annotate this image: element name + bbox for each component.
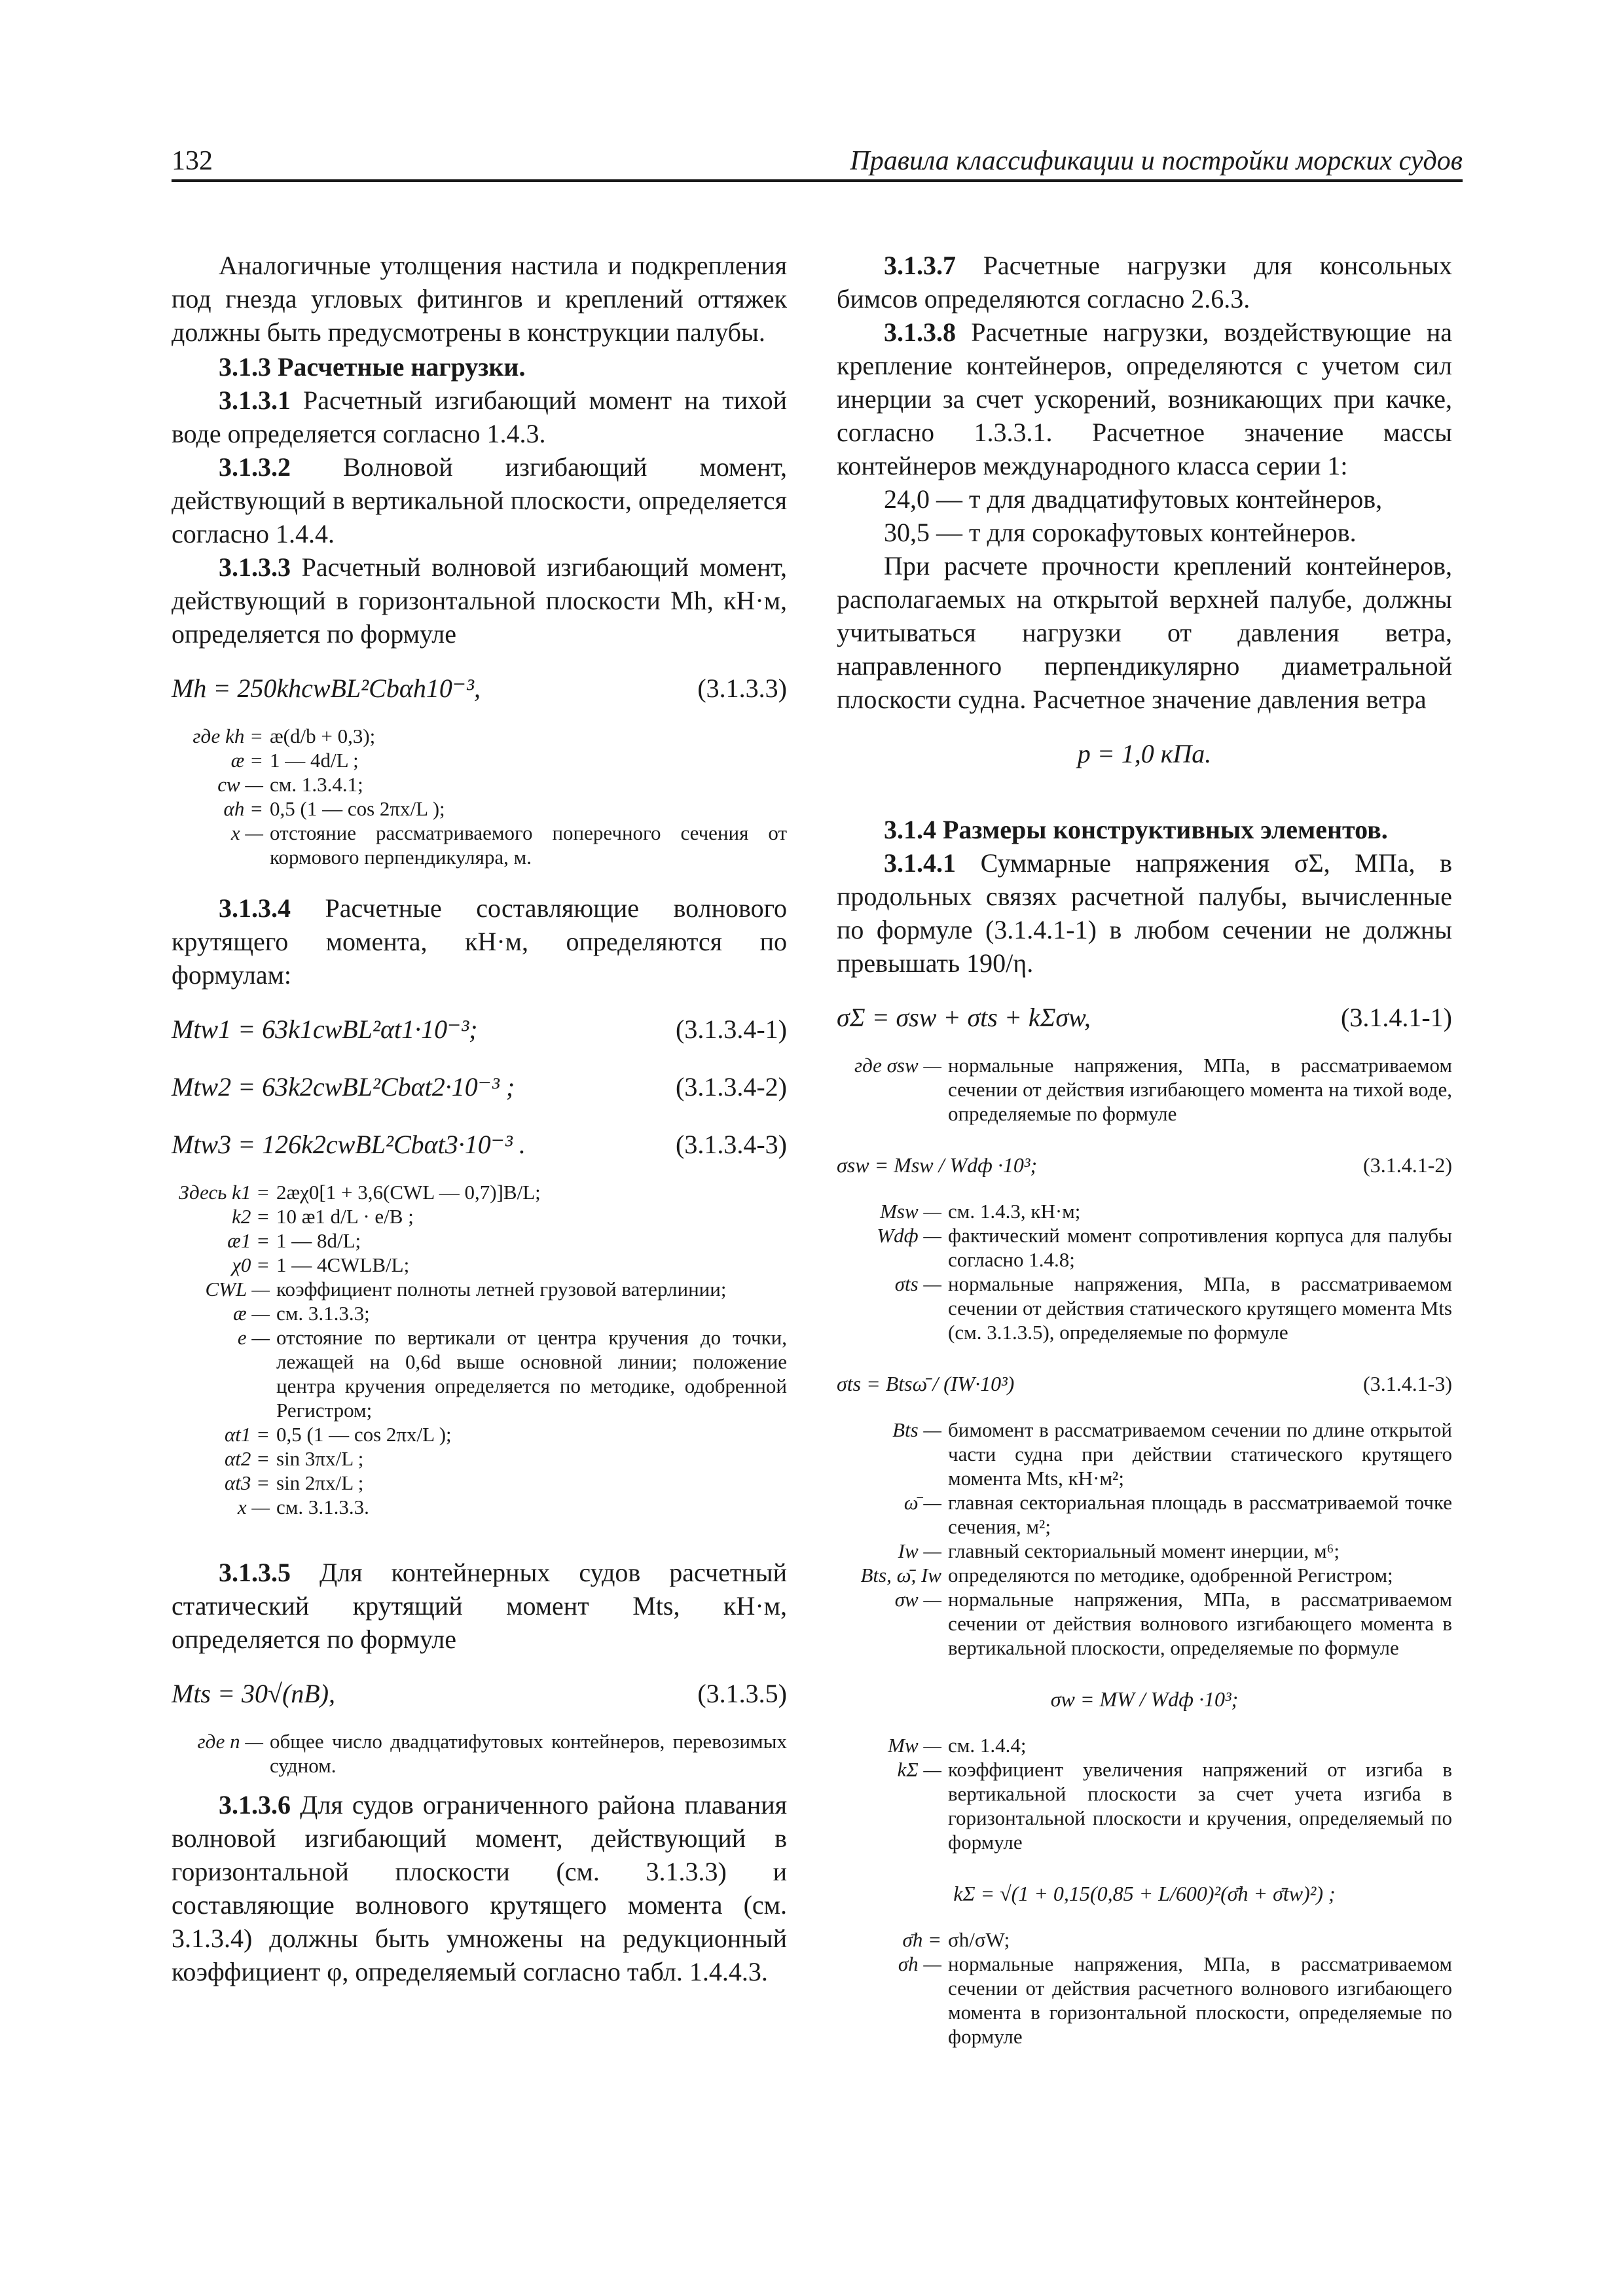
formula-number: (3.1.4.1-3)	[1363, 1372, 1452, 1395]
legend-item: αt2 = sin 3πx/L ;	[224, 1447, 364, 1470]
legend-item: где σsw — нормальные напряжения, МПа, в рассматриваемом сечении от действия изгибающего момента на тихой воде, определяемые по формуле	[854, 1054, 1452, 1125]
legend-item: σw — нормальные напряжения, МПа, в рассматриваемом сечении от действия волнового изгибающего момента в вертикальной плоскости, определяемые по формуле	[894, 1588, 1452, 1659]
formula-3-1-3-4-2	[172, 1067, 787, 1107]
clause-text: Волновой изгибающий момент, действующий в вертикальной плоскости, определяется согласно 1.4.4.	[172, 452, 787, 548]
formula-number: (3.1.4.1-2)	[1363, 1153, 1452, 1177]
formula-sigma-w	[837, 1673, 1452, 1725]
legend-3-1-4-1-3	[837, 1418, 1452, 1660]
clause-number: 3.1.4.1	[884, 848, 956, 878]
formula-3-1-4-1-1	[837, 998, 1452, 1037]
legend-item: где n — общее число двадцатифутовых контейнеров, перевозимых судном.	[197, 1730, 787, 1777]
formula-expression: σΣ = σsw + σts + kΣσw,	[837, 1003, 1091, 1032]
clause-number: 3.1.3.3	[219, 552, 291, 582]
formula-number: (3.1.3.3)	[697, 673, 787, 703]
legend-item: CWL — коэффициент полноты летней грузовой ватерлинии;	[205, 1278, 727, 1300]
legend-3-1-4-1-1	[837, 1053, 1452, 1126]
mass-20ft: 24,0 — т для двадцатифутовых контейнеров,	[884, 484, 1383, 514]
formula-expression: σw = MW / Wdф ·10³;	[1050, 1687, 1239, 1711]
formula-expression: Mh = 250khcwBL²Cbαh10⁻³,	[172, 673, 481, 703]
running-title: Правила классификации и постройки морских судов	[850, 146, 1463, 176]
formula-3-1-4-1-2	[837, 1139, 1452, 1191]
right-column	[837, 249, 1452, 2049]
page-number: 132	[172, 146, 213, 176]
clause-text: Для контейнерных судов расчетный статический крутящий момент Mts, кН·м, определяется по формуле	[172, 1558, 787, 1654]
formula-3-1-3-3	[172, 669, 787, 708]
formula-expression: Mtw1 = 63k1cwBL²αt1·10⁻³;	[172, 1014, 478, 1044]
legend-item: Mw — см. 1.4.4;	[888, 1734, 1027, 1757]
formula-k-sigma	[837, 1867, 1452, 1920]
formula-expression: Mtw3 = 126k2cwBL²Cbαt3·10⁻³ .	[172, 1130, 526, 1159]
paragraph-3-1-3-2	[172, 450, 787, 550]
legend-item: æ1 = 1 — 8d/L;	[227, 1229, 361, 1252]
section-heading-3-1-3: 3.1.3 Расчетные нагрузки.	[219, 352, 526, 382]
legend-item: æ — см. 3.1.3.3;	[233, 1302, 370, 1325]
legend-item: Bts, ω̄, Iw определяются по методике, одобренной Регистром;	[860, 1564, 1393, 1587]
formula-number: (3.1.3.4-1)	[676, 1014, 787, 1044]
legend-sigma-w	[837, 1733, 1452, 1854]
clause-text: Расчетные нагрузки для консольных бимсов определяются согласно 2.6.3.	[837, 251, 1452, 314]
mass-40ft: 30,5 — т для сорокафутовых контейнеров.	[884, 518, 1357, 547]
legend-item: Здесь k1 = 2æχ0[1 + 3,6(CWL — 0,7)]B/L;	[179, 1181, 541, 1204]
formula-expression: kΣ = √(1 + 0,15(0,85 + L/600)²(σ̄h + σ̄tw)²) ;	[953, 1882, 1336, 1905]
formula-expression: Mtw2 = 63k2cwBL²Cbαt2·10⁻³ ;	[172, 1072, 515, 1102]
formula-expression: p = 1,0 кПа.	[1077, 739, 1212, 768]
formula-wind-pressure	[837, 734, 1452, 774]
paragraph-3-1-3-3	[172, 550, 787, 651]
legend-item: x — отстояние рассматриваемого поперечного сечения от кормового перпендикуляра, м.	[230, 821, 787, 869]
paragraph-3-1-3-6	[172, 1788, 787, 1988]
legend-item: Bts — бимомент в рассматриваемом сечении по длине открытой части судна при действии статического крутящего момента Mts, кН·м²;	[892, 1418, 1452, 1490]
legend-item: αt3 = sin 2πx/L ;	[224, 1471, 364, 1494]
formula-expression: σsw = Msw / Wdф ·10³;	[837, 1153, 1038, 1177]
clause-text: Для судов ограниченного района плавания волновой изгибающий момент, действующий в горизонтальной плоскости (см. 3.1.3.3) и составляющие волнового крутящего момента (см. 3.1.3.4) должны быть умножены на редукционный коэффициент φ, определяемый согласно табл. 1.4.4.3.	[172, 1790, 787, 1986]
clause-text: Расчетные нагрузки, воздействующие на крепление контейнеров, определяются с учетом сил инерции за счет ускорений, возникающих при качке, согласно 1.3.3.1. Расчетное значение массы контейнеров международного класса серии 1:	[837, 317, 1452, 480]
formula-expression: Mts = 30√(nB),	[172, 1679, 336, 1708]
clause-number: 3.1.3.6	[219, 1790, 291, 1820]
page-header	[172, 145, 1463, 179]
legend-item: Msw — см. 1.4.3, кН·м;	[880, 1200, 1081, 1223]
formula-3-1-3-4-1	[172, 1010, 787, 1049]
legend-item: cw — см. 1.3.4.1;	[217, 773, 363, 796]
formula-3-1-4-1-3	[837, 1357, 1452, 1410]
clause-number: 3.1.3.7	[884, 251, 956, 280]
formula-number: (3.1.3.4-2)	[676, 1072, 787, 1102]
legend-3-1-3-3	[172, 724, 787, 869]
clause-number: 3.1.3.8	[884, 317, 956, 347]
formula-number: (3.1.4.1-1)	[1341, 1003, 1452, 1032]
clause-number: 3.1.3.2	[219, 452, 291, 482]
paragraph-intro: Аналогичные утолщения настила и подкрепления под гнезда угловых фитингов и креплений оттяжек должны быть предусмотрены в конструкции палубы.	[172, 251, 787, 347]
legend-item: σh — нормальные напряжения, МПа, в рассматриваемом сечении от действия расчетного волнового изгибающего момента в горизонтальной плоскости, определяемые по формуле	[898, 1952, 1452, 2048]
legend-item: Wdф — фактический момент сопротивления корпуса для палубы согласно 1.4.8;	[877, 1224, 1452, 1271]
formula-number: (3.1.3.4-3)	[676, 1130, 787, 1159]
clause-number: 3.1.3.4	[219, 893, 291, 923]
legend-item: e — отстояние по вертикали от центра кручения до точки, лежащей на 0,6d выше основной линии; положение центра кручения определяется по методике, одобренной Регистром;	[237, 1326, 787, 1422]
clause-number: 3.1.3.1	[219, 386, 291, 415]
legend-item: где kh = æ(d/b + 0,3);	[192, 725, 376, 747]
paragraph-3-1-3-8	[837, 315, 1452, 482]
paragraph-wind: При расчете прочности креплений контейнеров, располагаемых на открытой верхней палубе, должны учитываться нагрузки от давления ветра, направленного перпендикулярно диаметральной плоскости судна. Расчетное значение давления ветра	[837, 551, 1452, 714]
formula-3-1-3-5	[172, 1674, 787, 1713]
legend-item: αt1 = 0,5 (1 — cos 2πx/L );	[224, 1423, 452, 1446]
paragraph-3-1-3-5	[172, 1556, 787, 1656]
left-column	[172, 249, 787, 1988]
legend-item: æ = 1 — 4d/L ;	[230, 749, 359, 772]
paragraph-3-1-4-1	[837, 846, 1452, 980]
legend-3-1-4-1-2	[837, 1199, 1452, 1344]
clause-text: Суммарные напряжения σΣ, МПа, в продольных связях расчетной палубы, вычисленные по формуле (3.1.4.1-1) в любом сечении не должны превышать 190/η.	[837, 848, 1452, 978]
legend-item: αh = 0,5 (1 — cos 2πx/L );	[223, 797, 445, 820]
header-rule	[172, 179, 1463, 182]
clause-text: Расчетный изгибающий момент на тихой воде определяется согласно 1.4.3.	[172, 386, 787, 448]
clause-text: Расчетный волновой изгибающий момент, действующий в горизонтальной плоскости Mh, кН·м, определяется по формуле	[172, 552, 787, 649]
paragraph-3-1-3-7	[837, 249, 1452, 315]
legend-item: σts — нормальные напряжения, МПа, в рассматриваемом сечении от действия статического крутящего момента Mts (см. 3.1.3.5), определяемые по формуле	[894, 1272, 1452, 1344]
legend-item: σ̄h = σh/σW;	[902, 1928, 1010, 1951]
legend-item: Iw — главный секториальный момент инерции, м⁶;	[898, 1539, 1340, 1562]
legend-item: k2 = 10 æ1 d/L · e/B ;	[232, 1205, 414, 1228]
legend-3-1-3-5	[172, 1729, 787, 1778]
formula-3-1-3-4-3	[172, 1125, 787, 1164]
section-heading-3-1-4: 3.1.4 Размеры конструктивных элементов.	[884, 815, 1388, 844]
clause-text: Расчетные составляющие волнового крутящего момента, кН·м, определяются по формулам:	[172, 893, 787, 990]
legend-item: ω̄ — главная секториальная площадь в рассматриваемой точке сечения, м²;	[903, 1491, 1452, 1538]
legend-k-sigma	[837, 1928, 1452, 2049]
legend-item: kΣ — коэффициент увеличения напряжений от изгиба в вертикальной плоскости за счет учета изгиба в горизонтальной плоскости и кручения, определяемый по формуле	[897, 1758, 1452, 1854]
legend-item: χ0 = 1 — 4CWLB/L;	[232, 1253, 410, 1276]
paragraph-3-1-3-4	[172, 891, 787, 992]
paragraph-3-1-3-1	[172, 384, 787, 450]
legend-3-1-3-4	[172, 1180, 787, 1519]
formula-number: (3.1.3.5)	[697, 1679, 787, 1708]
legend-item: x — см. 3.1.3.3.	[237, 1496, 369, 1518]
clause-number: 3.1.3.5	[219, 1558, 291, 1587]
formula-expression: σts = Btsω̄ / (IW·10³)	[837, 1372, 1015, 1395]
